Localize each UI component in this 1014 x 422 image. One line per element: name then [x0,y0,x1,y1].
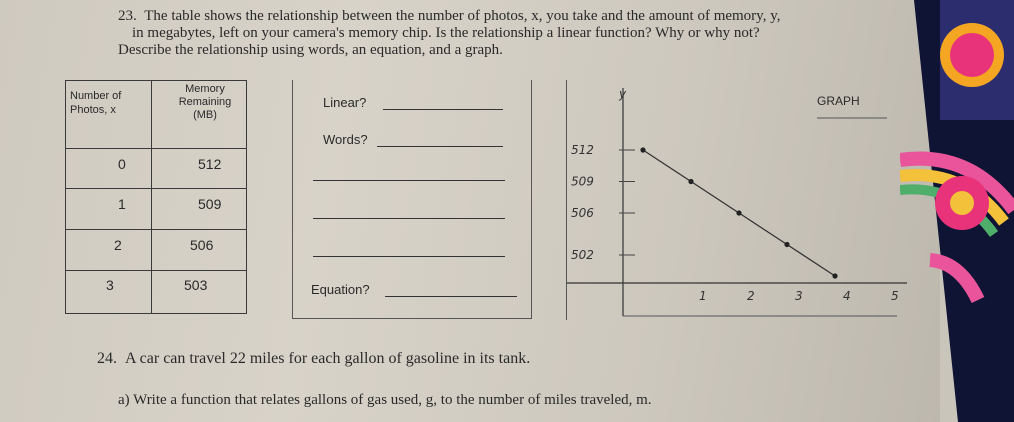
question-23-line-2: in megabytes, left on your camera's memory chip. Is the relationship a linear function? Why or why not? [132,25,760,41]
linear-label: Linear? [323,95,367,110]
table-rule [66,270,246,271]
x-tick-label: 1 [699,289,707,303]
table-cell-y: 512 [198,156,222,172]
x-tick-label: 5 [891,289,899,303]
linear-answer-line[interactable] [383,109,503,110]
table-cell-y: 503 [184,277,208,293]
words-label: Words? [323,132,368,147]
table-rule [66,148,246,149]
table-cell-x: 1 [118,196,126,212]
flower-icon [935,176,989,230]
equation-label: Equation? [311,282,370,297]
table-header-memory: Memory Remaining (MB) [178,83,232,121]
y-tick-label: 512 [571,143,594,157]
table-cell-x: 0 [118,156,126,172]
question-24-part-a: a) Write a function that relates gallons of gas used, g, to the number of miles traveled, m. [118,392,652,408]
x-tick-label: 2 [747,289,755,303]
question-23 [118,8,838,59]
table-rule [66,229,246,230]
words-answer-line[interactable] [313,256,505,257]
data-point [688,179,693,184]
y-axis-label: y [619,87,627,101]
table-divider [151,81,152,313]
photos-memory-table [65,80,247,314]
y-tick-label: 502 [571,248,594,262]
y-tick-label: 509 [571,174,594,189]
data-point [784,242,789,247]
table-header-photos: Number of Photos, x [70,90,122,116]
graph-title: GRAPH [817,94,860,108]
table-rule [66,188,246,189]
question-23-line-1: 23. The table shows the relationship between the number of photos, x, you take and the amount of memory, y, [118,8,781,24]
stay-groovy-logo [940,0,1014,120]
x-tick-label: 4 [843,289,851,303]
table-cell-y: 509 [198,196,222,212]
x-tick-label: 3 [795,289,803,303]
data-point [640,147,645,152]
table-cell-y: 506 [190,237,214,253]
data-point [832,273,837,278]
data-point [736,210,741,215]
words-answer-line[interactable] [313,218,505,219]
words-answer-line[interactable] [377,146,503,147]
y-tick-label: 506 [571,206,594,220]
equation-answer-line[interactable] [385,296,517,297]
groovy-sticker [900,0,1014,422]
graph-chart [567,80,937,320]
question-23-line-3: Describe the relationship using words, an equation, and a graph. [118,42,503,58]
graph-area [566,80,937,320]
words-answer-line[interactable] [313,180,505,181]
question-24: 24. A car can travel 22 miles for each gallon of gasoline in its tank. [97,350,531,367]
table-cell-x: 2 [114,237,122,253]
answer-box [292,80,532,319]
table-cell-x: 3 [106,277,114,293]
